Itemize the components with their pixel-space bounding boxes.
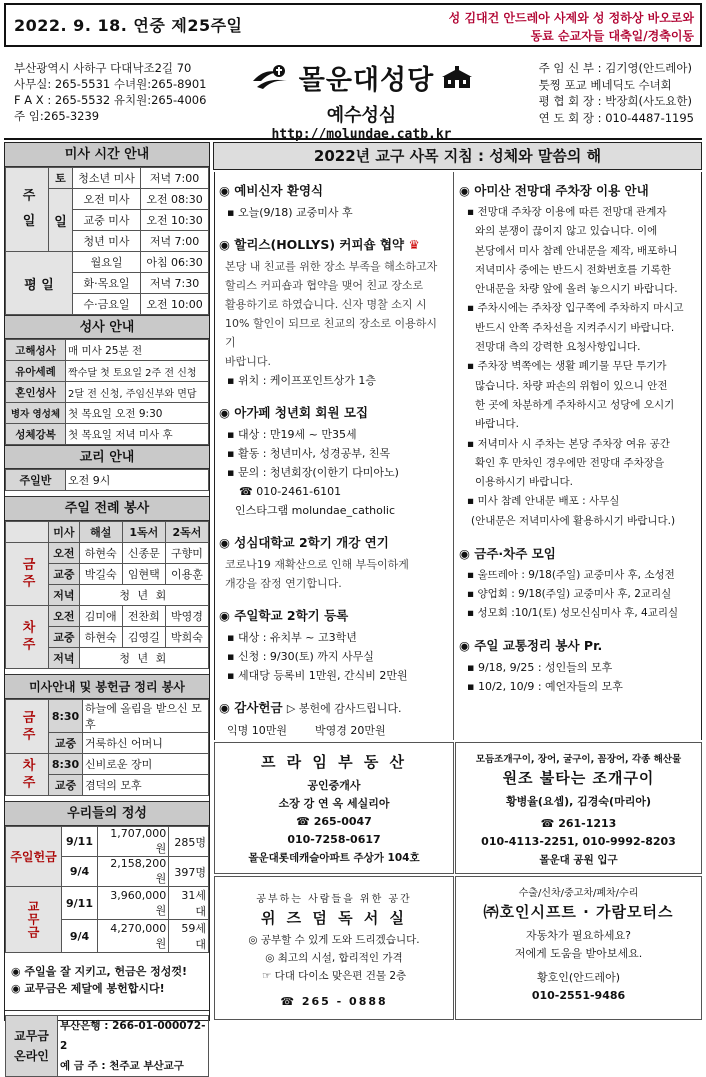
server: 김미애 bbox=[79, 606, 122, 627]
sacrament-name: 성체강복 bbox=[6, 424, 66, 445]
catechism-title: 교리 안내 bbox=[5, 445, 209, 469]
notice-item: ▪ 양업회 : 9/18(주일) 교중미사 후, 2교리실 bbox=[467, 588, 672, 601]
notice-heading: ◉ 금주·차주 모임 bbox=[459, 546, 556, 562]
ad-phone: 010-7258-0617 bbox=[287, 833, 381, 846]
service-table bbox=[5, 521, 209, 669]
notice-heading: ◉ 할리스(HOLLYS) 커피숍 협약 ♛ bbox=[219, 237, 420, 252]
mass-slot: 8:30 bbox=[49, 754, 83, 775]
sacrament-info: 첫 목요일 오전 9:30 bbox=[66, 403, 209, 424]
mass-slot: 오전 bbox=[49, 606, 80, 627]
ad-phone: ☎ 265-0047 bbox=[296, 815, 372, 828]
offering-table bbox=[5, 826, 209, 953]
ad-clam-restaurant bbox=[455, 742, 702, 874]
dues-label: 교무금 bbox=[6, 887, 62, 953]
sacrament-name: 병자 영성체 bbox=[6, 403, 66, 424]
this-week-label: 금주 bbox=[6, 543, 49, 606]
ad-line: 황호인(안드레아) bbox=[537, 971, 620, 984]
server: 박영경 bbox=[165, 606, 208, 627]
ad-line: ◎ 공부할 수 있게 도와 드리겠습니다. bbox=[248, 934, 420, 946]
next-week-label: 차주 bbox=[6, 606, 49, 669]
ad-line: 소장 강 연 옥 세실리아 bbox=[278, 797, 390, 810]
phone-office: 사무실: 265-5531 수녀원:265-8901 bbox=[14, 77, 207, 91]
sunday-offering-label: 주일헌금 bbox=[6, 827, 62, 887]
weekday-label: 평 일 bbox=[6, 252, 73, 315]
ad-line: 자동차가 필요하세요? bbox=[526, 929, 631, 942]
feast-line-2: 동료 순교자들 대축일/경축이동 bbox=[530, 29, 694, 43]
mass-time: 저녁 7:00 bbox=[141, 168, 209, 189]
left-column bbox=[4, 142, 210, 1072]
mass-time: 오전 08:30 bbox=[141, 189, 209, 210]
ad-study-room bbox=[214, 876, 454, 1020]
mass-time: 저녁 7:30 bbox=[141, 273, 209, 294]
notice-item: ▪ 문의 : 청년회장(이한기 다미아노) bbox=[227, 466, 399, 479]
offering-amount: 4,270,000원 bbox=[98, 920, 169, 953]
prayer-item: 신비로운 장미 bbox=[83, 754, 209, 775]
notice-item: ▪ 세대당 등록비 1만원, 간식비 2만원 bbox=[227, 669, 408, 682]
ad-line: ◎ 최고의 시설, 합리적인 가격 bbox=[265, 952, 403, 964]
mass-time: 오전 10:30 bbox=[141, 210, 209, 231]
ad-phone: 010-2551-9486 bbox=[531, 989, 626, 1002]
notice-item: ▪ 대상 : 만19세 ~ 만35세 bbox=[227, 428, 357, 441]
catechism-class: 주일반 bbox=[6, 470, 66, 491]
phone-pastor: 주 임:265-3239 bbox=[14, 109, 100, 123]
notice-heading: ◉ 감사헌금 ▷ 봉헌에 감사드립니다. bbox=[219, 700, 402, 715]
mass-slot: 교중 bbox=[49, 564, 80, 585]
notice-text: 10% 할인이 되므로 친교의 장소로 이용하시기 bbox=[225, 317, 437, 349]
next-week-label: 차주 bbox=[6, 754, 49, 796]
sacrament-title: 성사 안내 bbox=[5, 315, 209, 339]
ad-line: 저에게 도움을 받아보세요. bbox=[514, 947, 643, 960]
notice-item: ▪ 활동 : 청년미사, 성경공부, 친목 bbox=[227, 447, 391, 460]
church-brand bbox=[249, 58, 474, 142]
offering-count: 31세대 bbox=[169, 887, 209, 920]
server: 하현숙 bbox=[79, 543, 122, 564]
mass-day: 화·목요일 bbox=[73, 273, 141, 294]
ad-title: 프 라 임 부 동 산 bbox=[260, 753, 408, 771]
ad-address: 몰운대 공원 입구 bbox=[539, 854, 618, 866]
ad-phone: ☎ 261-1213 bbox=[540, 817, 617, 830]
mass-slot: 교중 bbox=[49, 627, 80, 648]
ad-phone: ☎ 265 - 0888 bbox=[280, 995, 388, 1008]
server: 구향미 bbox=[165, 543, 208, 564]
offering-notes bbox=[5, 953, 209, 1011]
notice-item: 익명 10만원 박영경 20만원 bbox=[227, 724, 386, 737]
bank-label: 교무금 온라인 bbox=[6, 1016, 58, 1077]
sacrament-table bbox=[5, 339, 209, 445]
offering-count: 59세대 bbox=[169, 920, 209, 953]
notice-text: 할리스 커피숍과 협약을 맺어 친교 장소로 bbox=[225, 279, 424, 292]
prayer-item: 거룩하신 어머니 bbox=[83, 733, 209, 754]
parish-name: 예수성심 bbox=[326, 105, 397, 126]
mass-slot: 저녁 bbox=[49, 585, 80, 606]
notice-item: ▪ 오늘(9/18) 교중미사 후 bbox=[227, 206, 353, 219]
prayer-item: 겸덕의 모후 bbox=[83, 775, 209, 796]
sacrament-info: 매 미사 25분 전 bbox=[66, 340, 209, 361]
mass-slot: 저녁 bbox=[49, 648, 80, 669]
col-mass: 미사 bbox=[49, 522, 80, 543]
notice-heading: ◉ 주일학교 2학기 등록 bbox=[219, 608, 349, 623]
mass-slot: 교중 bbox=[49, 775, 83, 796]
website-link[interactable]: http://molundae.catb.kr bbox=[271, 127, 452, 142]
notice-item: ▪ 울뜨레아 : 9/18(주일) 교중미사 후, 소성전 bbox=[467, 569, 675, 582]
notice-item: ▪ 신청 : 9/30(토) 까지 사무실 bbox=[227, 650, 374, 663]
ad-line: 공인중개사 bbox=[307, 779, 361, 792]
prayer-item: 하늘에 올림을 받으신 모후 bbox=[83, 700, 209, 733]
header bbox=[4, 52, 702, 140]
server: 하현숙 bbox=[79, 627, 122, 648]
sacrament-name: 고해성사 bbox=[6, 340, 66, 361]
sacrament-info: 첫 목요일 저녁 미사 후 bbox=[66, 424, 209, 445]
sacrament-info: 2달 전 신청, 주임신부와 면담 bbox=[66, 382, 209, 403]
parking-notice: ▪ 전망대 주차장 이용에 따른 전망대 관계자 와의 분쟁이 끊이지 않고 있습니다. 이에 본당에서 미사 참례 안내문을 제작, 배포하니 저녁미사 중에는 반드시 전화번호를 기록한 안내문을 차량 앞에 올려 놓으시기 바랍니다. ▪ 주차시에는 주차장 입구쪽에 주차하지 마시고 반드시 안쪽 주차선을 지켜주시기 바랍니다. 전망대 측의 강력한 요청사항입니다. ▪ 주차장 벽쪽에는 생활 폐기물 무단 투기가 많습니다. 차량 파손의 위험이 있으니 안전 한 곳에 차분하게 주차하시고 성당에 오시기 바랍니다. ▪ 저녁미사 시 주차는 본당 주차장 여유 공간 확인 후 만차인 경우에만 전망대 주차장을 이용하시기 바랍니다. ▪ 미사 참례 안내문 배포 : 사무실 (안내문은 저녁미사에 활용하시기 바랍니다.) bbox=[467, 206, 684, 527]
notice-item: ☎ 010-2461-6101 bbox=[239, 485, 342, 498]
notice-heading: ◉ 아미산 전망대 주차장 이용 안내 bbox=[459, 183, 649, 198]
server: 전찬희 bbox=[122, 606, 165, 627]
ad-address: 몰운대롯데캐슬아파트 주상가 104호 bbox=[248, 852, 420, 864]
col-reading2: 2독서 bbox=[165, 522, 208, 543]
notice-item: ▪ 성모회 :10/1(토) 성모신심미사 후, 4교리실 bbox=[467, 607, 679, 620]
staff-yeondo: 연 도 회 장 : 010-4487-1195 bbox=[538, 110, 694, 125]
mass-time: 아침 06:30 bbox=[141, 252, 209, 273]
server: 임현택 bbox=[122, 564, 165, 585]
note: ◉ 주일을 잘 지키고, 헌금은 정성껏! bbox=[11, 965, 188, 978]
staff-block bbox=[539, 60, 694, 126]
offering-amount: 3,960,000원 bbox=[98, 887, 169, 920]
top-bar bbox=[4, 3, 702, 47]
mass-slot: 8:30 bbox=[49, 700, 83, 733]
church-logo-icon bbox=[251, 63, 291, 93]
notices-column-2 bbox=[455, 172, 702, 740]
ad-motors bbox=[455, 876, 702, 1020]
ad-title: 위 즈 덤 독 서 실 bbox=[260, 909, 408, 927]
mass-time: 오전 10:00 bbox=[141, 294, 209, 315]
notice-item: 인스타그램 molundae_catholic bbox=[235, 504, 396, 517]
ad-real-estate bbox=[214, 742, 454, 874]
mass-name: 청년 미사 bbox=[73, 231, 141, 252]
col-reading1: 1독서 bbox=[122, 522, 165, 543]
saturday-label: 토 bbox=[49, 168, 73, 189]
sacrament-info: 짝수달 첫 토요일 2주 전 신청 bbox=[66, 361, 209, 382]
sacrament-name: 유아세례 bbox=[6, 361, 66, 382]
offering-title: 우리들의 정성 bbox=[5, 802, 209, 826]
note: ◉ 교무금은 제달에 봉헌합시다! bbox=[11, 982, 165, 995]
bank-table bbox=[5, 1015, 209, 1077]
sunday-label: 주 일 bbox=[6, 168, 49, 252]
ad-address: ☞ 다대 다이소 맞은편 건물 2층 bbox=[261, 970, 407, 982]
mass-time: 저녁 7:00 bbox=[141, 231, 209, 252]
church-building-icon bbox=[442, 66, 472, 90]
notice-text: 개강을 잠정 연기합니다. bbox=[225, 577, 342, 590]
fax: F A X : 265-5532 유치원:265-4006 bbox=[14, 93, 207, 107]
mass-times-title: 미사 시간 안내 bbox=[5, 143, 209, 167]
songs-title: 미사안내 및 봉헌금 정리 봉사 bbox=[5, 675, 209, 699]
notice-item: ▪ 위치 : 케이프포인트상가 1층 bbox=[227, 374, 377, 387]
notice-text: 활용하기로 하였습니다. 신자 명찰 소지 시 bbox=[225, 298, 427, 311]
notice-item: ▪ 10/2, 10/9 : 예언자들의 모후 bbox=[467, 680, 623, 694]
ad-line: 수출/신차/중고차/폐차/수리 bbox=[518, 888, 639, 899]
mass-day: 월요일 bbox=[73, 252, 141, 273]
catechism-table bbox=[5, 469, 209, 491]
ad-line: 황병율(요셉), 김경숙(마리아) bbox=[505, 795, 651, 808]
notices-column-1 bbox=[214, 172, 454, 740]
ad-line: 모듬조개구이, 장어, 굴구이, 꼼장어, 각종 해산물 bbox=[475, 754, 682, 765]
offering-amount: 1,707,000원 bbox=[98, 827, 169, 857]
sunday-il-label: 일 bbox=[49, 189, 73, 252]
address: 부산광역시 사하구 다대낙조2길 70 bbox=[14, 61, 192, 75]
sacrament-name: 혼인성사 bbox=[6, 382, 66, 403]
offering-date: 9/11 bbox=[62, 887, 98, 920]
this-week-label: 금주 bbox=[6, 700, 49, 754]
offering-count: 285명 bbox=[169, 827, 209, 857]
notice-text: 바랍니다. bbox=[225, 355, 272, 368]
notice-text: 코로나19 재확산으로 인해 부득이하게 bbox=[225, 558, 409, 571]
offering-date: 9/4 bbox=[62, 857, 98, 887]
service-title: 주일 전례 봉사 bbox=[5, 497, 209, 521]
hollys-logo-icon: ♛ bbox=[408, 237, 420, 252]
offering-date: 9/4 bbox=[62, 920, 98, 953]
notice-item: ▪ 대상 : 유치부 ~ 고3학년 bbox=[227, 631, 357, 644]
staff-council: 평 협 회 장 : 박장희(사도요한) bbox=[538, 94, 692, 108]
mass-name: 오전 미사 bbox=[73, 189, 141, 210]
feast-title bbox=[449, 9, 694, 45]
col-commentary: 해설 bbox=[79, 522, 122, 543]
notice-heading: ◉ 주일 교통정리 봉사 Pr. bbox=[459, 638, 603, 654]
mass-slot: 교중 bbox=[49, 733, 83, 754]
ad-phone: 010-4113-2251, 010-9992-8203 bbox=[481, 835, 676, 848]
server: 신종문 bbox=[122, 543, 165, 564]
mass-name: 청소년 미사 bbox=[73, 168, 141, 189]
notice-item: ▪ 9/18, 9/25 : 성인들의 모후 bbox=[467, 661, 613, 675]
issue-date: 2022. 9. 18. 연중 제25주일 bbox=[14, 16, 243, 35]
catechism-time: 오전 9시 bbox=[66, 470, 209, 491]
ad-line: 공부하는 사람들을 위한 공간 bbox=[256, 894, 412, 905]
address-block bbox=[14, 60, 206, 124]
youth-group: 청 년 회 bbox=[79, 585, 208, 606]
ad-title: ㈜호인시프트 · 가람모터스 bbox=[483, 903, 674, 921]
server: 이용훈 bbox=[165, 564, 208, 585]
mass-day: 수·금요일 bbox=[73, 294, 141, 315]
songs-table bbox=[5, 699, 209, 796]
offering-date: 9/11 bbox=[62, 827, 98, 857]
mass-times-table bbox=[5, 167, 209, 315]
youth-group: 청 년 회 bbox=[79, 648, 208, 669]
bank-account: 부산은행 : 266-01-000072-2 bbox=[60, 1020, 206, 1052]
mass-slot: 오전 bbox=[49, 543, 80, 564]
notice-heading: ◉ 성심대학교 2학기 개강 연기 bbox=[219, 535, 389, 550]
notice-text: 본당 내 친교를 위한 장소 부족을 해소하고자 bbox=[225, 260, 438, 273]
offering-count: 397명 bbox=[169, 857, 209, 887]
staff-pastor: 주 임 신 부 : 김기영(안드레아) bbox=[538, 61, 692, 75]
notice-heading: ◉ 예비신자 환영식 bbox=[219, 183, 324, 198]
main-title: 2022년 교구 사목 지침 : 성체와 말씀의 해 bbox=[213, 142, 702, 170]
ad-title: 원조 불타는 조개구이 bbox=[502, 769, 655, 787]
church-name: 몰운대성당 bbox=[298, 65, 435, 96]
staff-sisters: 툿찡 포교 베네딕도 수녀회 bbox=[538, 77, 672, 92]
mass-name: 교중 미사 bbox=[73, 210, 141, 231]
feast-line-1: 성 김대건 안드레아 사제와 성 정하상 바오로와 bbox=[448, 11, 694, 25]
server: 김영길 bbox=[122, 627, 165, 648]
offering-amount: 2,158,200원 bbox=[98, 857, 169, 887]
server: 박길숙 bbox=[79, 564, 122, 585]
bank-owner: 예 금 주 : 천주교 부산교구 bbox=[60, 1060, 184, 1072]
server: 박희숙 bbox=[165, 627, 208, 648]
notice-heading: ◉ 아가페 청년회 회원 모집 bbox=[219, 405, 369, 420]
